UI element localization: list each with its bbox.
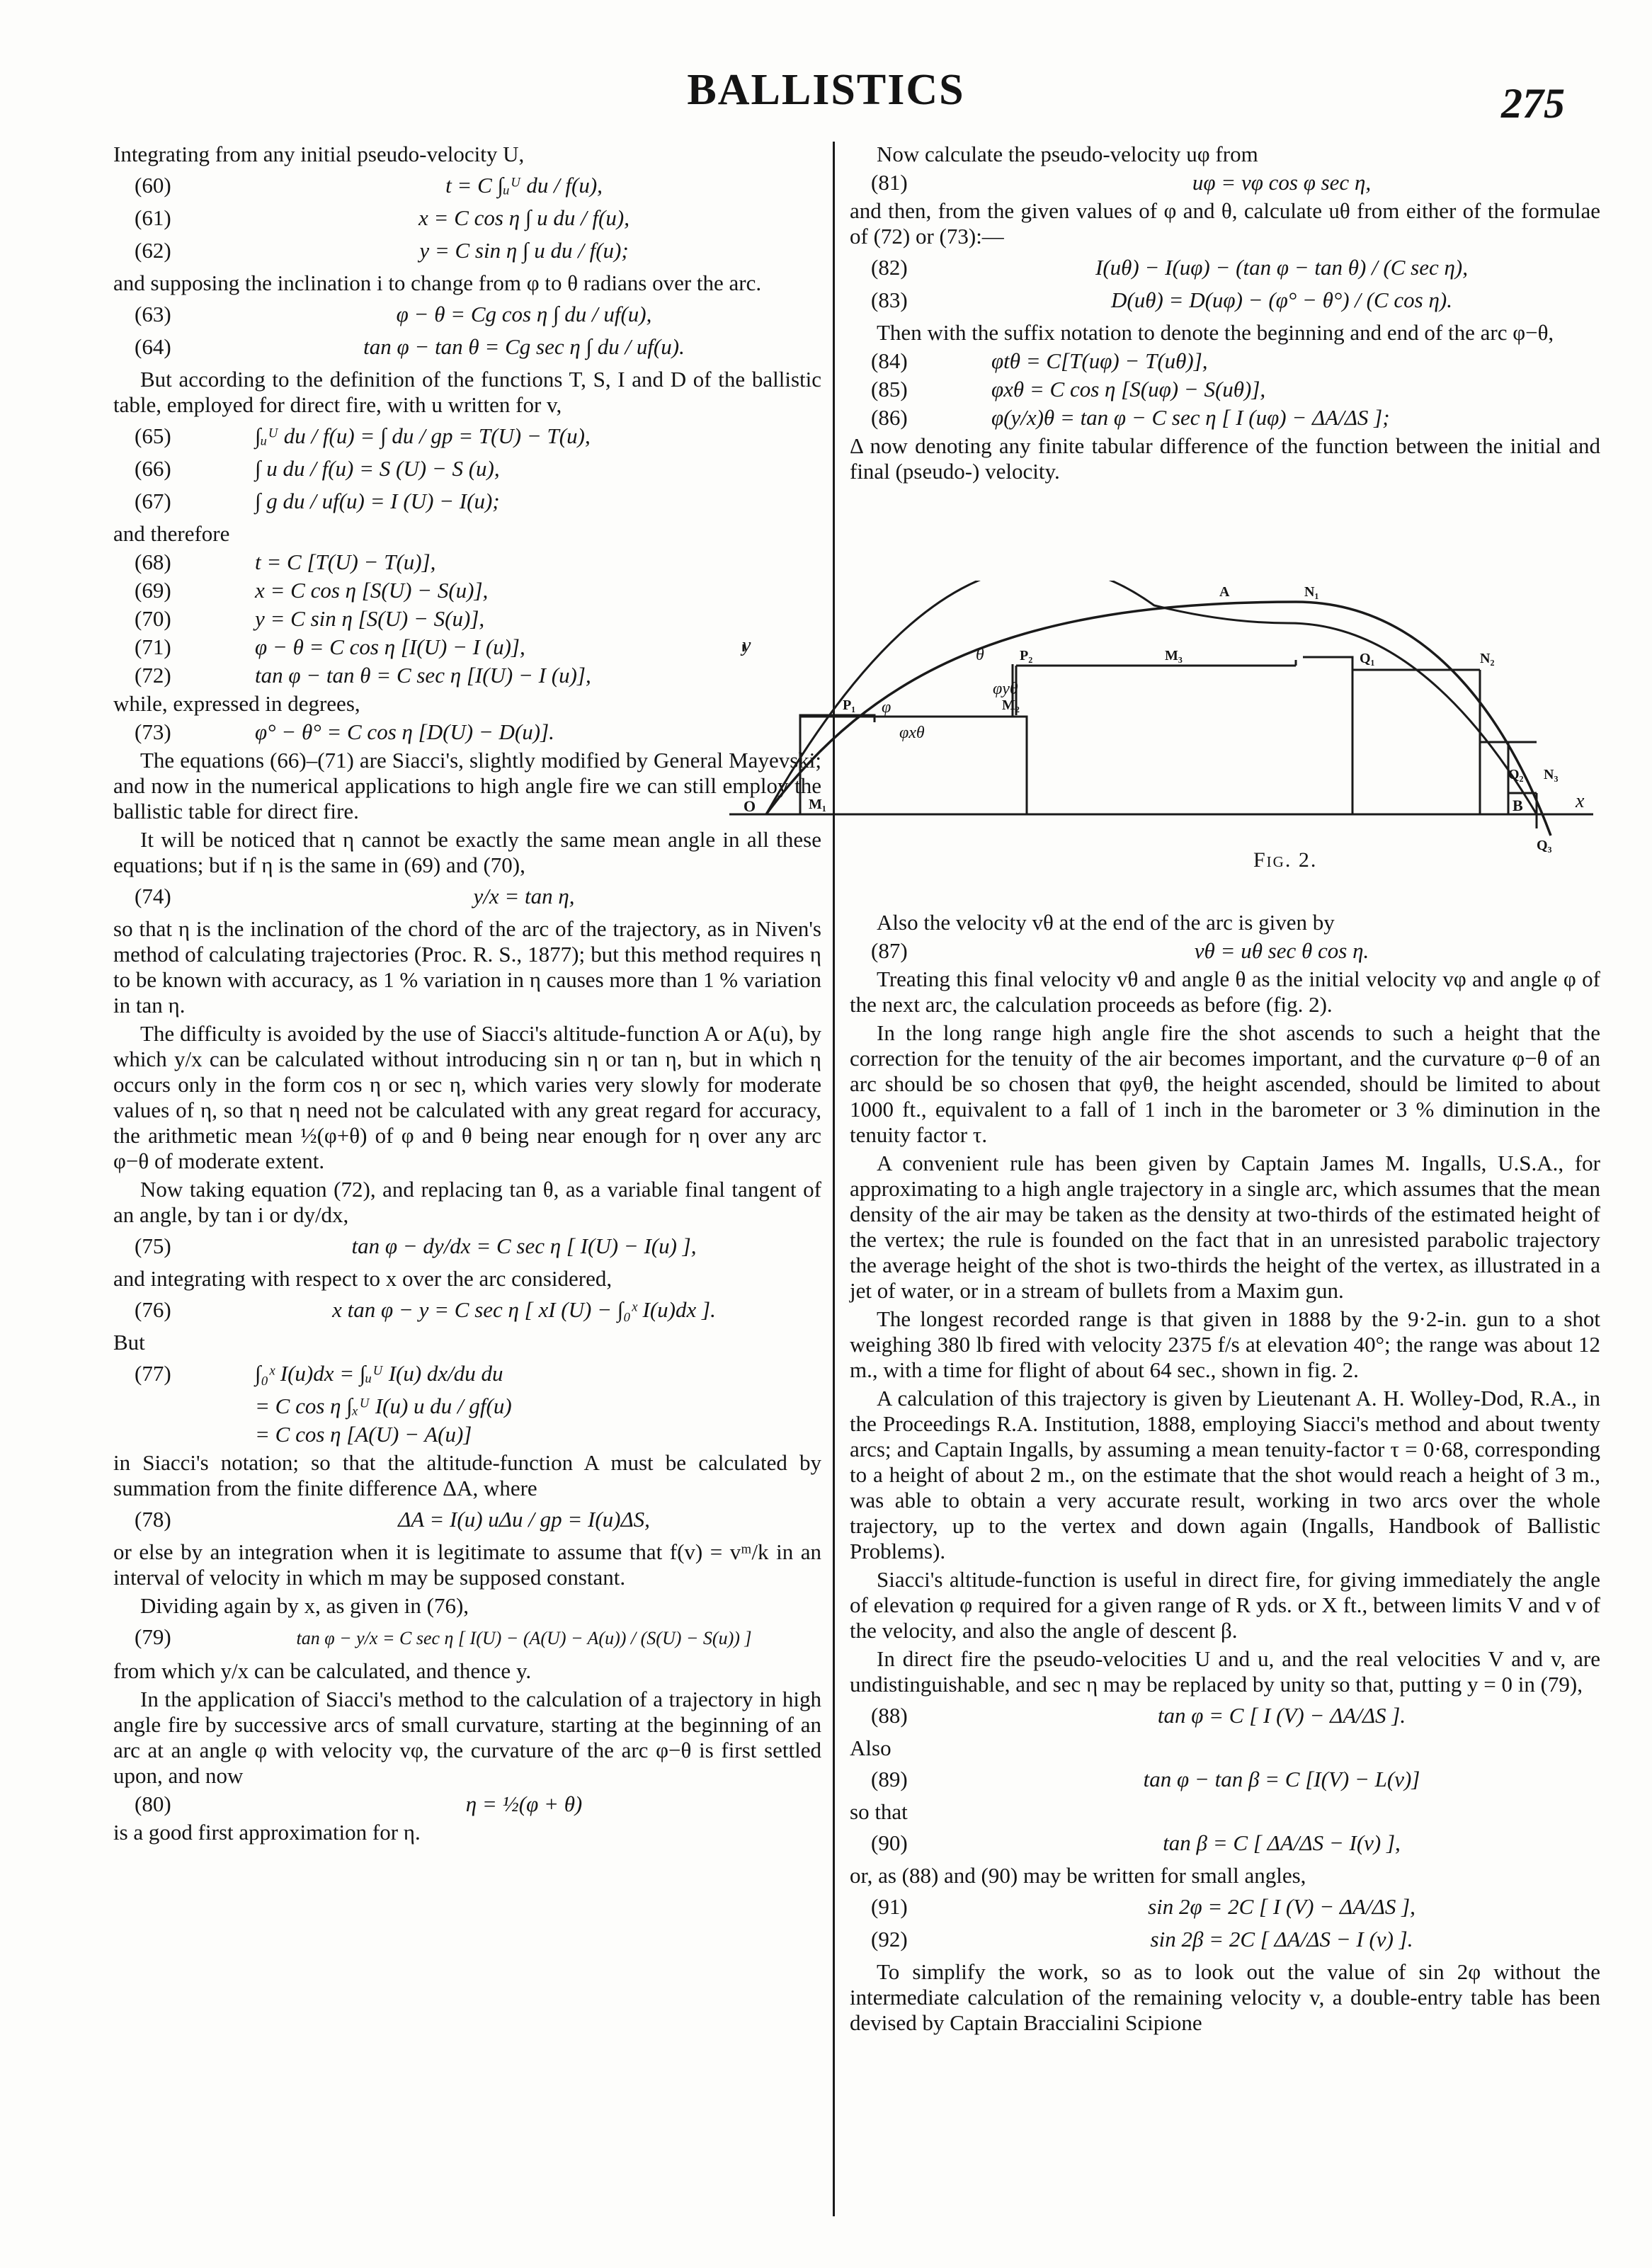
- paragraph: The equations (66)–(71) are Siacci's, slightly modified by General Mayevski; and now in the numerical applications to high angle fire we can still employ the ballistic table for direct fire.: [113, 748, 821, 824]
- paragraph: Now calculate the pseudo-velocity uφ from: [877, 142, 1258, 166]
- paragraph: so that η is the inclination of the chord of the arc of the trajectory, as in Niven's method of calculating trajectories (Proc. R. S., 1877); but this method requires η to be known with accuracy, as 1 % variation in η causes more than 1 % variation in tan η.: [113, 916, 821, 1018]
- equation-81: (81) uφ = vφ cos φ sec η,: [871, 170, 1372, 195]
- equation-72: (72) tan φ − tan θ = C sec η [I(U) − I (u)],: [135, 663, 591, 688]
- equation-90: (90) tan β = C [ ΔA/ΔS − I(v) ],: [871, 1830, 1401, 1855]
- step-n2: [1480, 670, 1537, 742]
- left-column: [113, 142, 821, 1848]
- equation-86: (86) φ(y/x)θ = tan φ − C sec η [ I (uφ) − ΔA/ΔS ];: [871, 405, 1390, 430]
- equation-67: (67) ∫ g du / uf(u) = I (U) − I(u);: [135, 489, 500, 513]
- paragraph: Siacci's altitude-function is useful in direct fire, for giving immediately the angle of elevation φ required for a given range of R yds. or X ft., between limits V and v of the velocity, and also the angle of descent β.: [850, 1567, 1600, 1643]
- paragraph: The difficulty is avoided by the use of Siacci's altitude-function A or A(u), by which y/x can be calculated without introducing sin η or tan η, but in which η occurs only in the form cos η or sec η, which varies very slowly for moderate values of η, so that η need not be calculated with any great regard for accuracy, the arithmetic mean ½(φ+θ) of φ and θ being near enough for η over any arc φ−θ of moderate extent.: [113, 1021, 821, 1173]
- paragraph: and supposing the inclination i to change from φ to θ radians over the arc.: [113, 270, 762, 295]
- label-B: B: [1513, 797, 1523, 814]
- column-rule: [833, 142, 835, 2216]
- paragraph: Then with the suffix notation to denote the beginning and end of the arc φ−θ,: [877, 320, 1554, 345]
- equation-61: (61) x = C cos η ∫ u du / f(u),: [135, 205, 630, 230]
- equation-89: (89) tan φ − tan β = C [I(V) − L(v)]: [871, 1767, 1420, 1791]
- right-column-lower: [850, 910, 1600, 2039]
- label-N3: N₃: [1544, 767, 1559, 782]
- page-number: 275: [1501, 80, 1565, 127]
- paragraph: in Siacci's notation; so that the altitude-function A must be calculated by summation from the finite difference ΔA, where: [113, 1450, 821, 1500]
- equation-77: (77) ∫₀ˣ I(u)dx = ∫ᵤᵁ I(u) dx/du du: [135, 1361, 503, 1386]
- equation-77-line-2: = C cos η ∫ₓᵁ I(u) u du / gf(u): [255, 1394, 512, 1418]
- label-phi-x-theta: φxθ: [899, 724, 925, 742]
- paragraph: The longest recorded range is that given in 1888 by the 9·2-in. gun to a shot weighing 380 lb fired with velocity 2375 f/s at elevation 40°; the range was about 12 m., with a time for flight of about 64 sec., shown in fig. 2.: [850, 1306, 1600, 1382]
- equation-60: (60) t = C ∫ᵤᵁ du / f(u),: [135, 173, 603, 198]
- equation-62: (62) y = C sin η ∫ u du / f(u);: [135, 238, 629, 263]
- label-P2: P₂: [1020, 648, 1033, 663]
- paragraph: or else by an integration when it is legitimate to assume that f(v) = vᵐ/k in an interval of velocity in which m may be supposed constant.: [113, 1539, 821, 1590]
- paragraph: from which y/x can be calculated, and thence y.: [113, 1658, 532, 1683]
- paragraph: Dividing again by x, as given in (76),: [140, 1593, 469, 1618]
- paragraph: and then, from the given values of φ and θ, calculate uθ from either of the formulae of (72) or (73):—: [850, 198, 1600, 249]
- equation-73: (73) φ° − θ° = C cos η [D(U) − D(u)].: [135, 719, 554, 744]
- paragraph: In the application of Siacci's method to the calculation of a trajectory in high angle fire by successive arcs of small curvature, starting at the beginning of an arc at an angle φ with velocity vφ, the curvature of the arc φ−θ is first settled upon, and now: [113, 1687, 821, 1788]
- paragraph: Integrating from any initial pseudo-velocity U,: [113, 142, 525, 166]
- equation-75: (75) tan φ − dy/dx = C sec η [ I(U) − I(u) ],: [135, 1233, 697, 1258]
- equation-88: (88) tan φ = C [ I (V) − ΔA/ΔS ].: [871, 1703, 1406, 1728]
- trajectory-figure: [729, 581, 1600, 878]
- paragraph: while, expressed in degrees,: [113, 691, 360, 716]
- equation-63: (63) φ − θ = Cg cos η ∫ du / uf(u),: [135, 302, 652, 326]
- equation-64: (64) tan φ − tan θ = Cg sec η ∫ du / uf(u).: [135, 334, 685, 359]
- equation-69: (69) x = C cos η [S(U) − S(u)],: [135, 578, 489, 603]
- equation-71: (71) φ − θ = C cos η [I(U) − I (u)],: [135, 634, 525, 659]
- trajectory-arc: [766, 602, 1551, 836]
- equation-70: (70) y = C sin η [S(U) − S(u)],: [135, 606, 485, 631]
- paragraph: Also: [850, 1736, 891, 1760]
- paragraph: Now taking equation (72), and replacing tan θ, as a variable final tangent of an angle, by tan i or dy/dx,: [113, 1177, 821, 1227]
- label-M3: M₃: [1165, 648, 1183, 663]
- paragraph: In direct fire the pseudo-velocities U and u, and the real velocities V and v, are undistinguishable, and sec η may be replaced by unity so that, putting y = 0 in (79),: [850, 1646, 1600, 1697]
- equation-78: (78) ΔA = I(u) uΔu / gp = I(u)ΔS,: [135, 1507, 650, 1532]
- running-title: BALLISTICS: [687, 66, 965, 114]
- right-column-upper: [850, 142, 1600, 487]
- label-P1: P₁: [843, 697, 856, 713]
- equation-83: (83) D(uθ) = D(uφ) − (φ° − θ°) / (C cos η).: [871, 287, 1452, 312]
- paragraph: Also the velocity vθ at the end of the arc is given by: [877, 910, 1335, 935]
- paragraph: A convenient rule has been given by Captain James M. Ingalls, U.S.A., for approximating to a high angle trajectory in a single arc, which assumes that the mean density of the air may be taken as the density at two-thirds of the estimated height of the vertex; the rule is founded on the fact that in an unresisted parabolic trajectory the average height of the shot is two-thirds the height of the vertex, as illustrated in a jet of water, or in a stream of bullets from a Maxim gun.: [850, 1151, 1600, 1303]
- paragraph: or, as (88) and (90) may be written for small angles,: [850, 1863, 1306, 1888]
- equation-68: (68) t = C [T(U) − T(u)],: [135, 549, 436, 574]
- paragraph: and integrating with respect to x over the arc considered,: [113, 1266, 613, 1291]
- label-theta: θ: [976, 646, 984, 664]
- trajectory-curve: [766, 581, 1537, 814]
- equation-77-line-3: = C cos η [A(U) − A(u)]: [255, 1422, 472, 1447]
- equation-76: (76) x tan φ − y = C sec η [ xI (U) − ∫₀ˣ I(u)dx ].: [135, 1297, 716, 1322]
- equation-84: (84) φtθ = C[T(uφ) − T(uθ)],: [871, 348, 1208, 373]
- step-n1-q1: [1303, 657, 1480, 670]
- label-x: x: [1576, 790, 1585, 812]
- label-N2: N₂: [1480, 651, 1495, 666]
- paragraph: In the long range high angle fire the shot ascends to such a height that the correction for the tenuity of the air becomes important, and the curvature φ−θ of an arc should be so chosen that φyθ, the height ascended, should be limited to about 1000 ft., equivalent to a fall of 1 inch in the barometer or 3 % diminution in the tenuity factor τ.: [850, 1020, 1600, 1147]
- paragraph: A calculation of this trajectory is given by Lieutenant A. H. Wolley-Dod, R.A., in the Proceedings R.A. Institution, 1888, employing Siacci's method and about twenty arcs; and Captain Ingalls, by assuming a mean tenuity-factor τ = 0·68, corresponding to a height of about 2 m., on the estimate that the shot would reach a height of 3 m., was able to obtain a very accurate result, working in two arcs over the whole trajectory, up to the vertex and down again (Ingalls, Handbook of Ballistic Problems).: [850, 1386, 1600, 1563]
- paragraph: Δ now denoting any finite tabular difference of the function between the initial and final (pseudo-) velocity.: [850, 433, 1600, 484]
- equation-82: (82) I(uθ) − I(uφ) − (tan φ − tan θ) / (C sec η),: [871, 255, 1468, 280]
- label-y: y: [742, 634, 751, 656]
- paragraph: Treating this final velocity vθ and angle θ as the initial velocity vφ and angle φ of the next arc, the calculation proceeds as before (fig. 2).: [850, 967, 1600, 1017]
- trajectory-diagram: [729, 581, 1600, 864]
- equation-92: (92) sin 2β = 2C [ ΔA/ΔS − I (v) ].: [871, 1927, 1413, 1951]
- paragraph: and therefore: [113, 521, 230, 546]
- label-phi-y-theta: φyθ: [993, 680, 1018, 698]
- label-Q3: Q₃: [1537, 838, 1552, 853]
- label-M1: M₁: [809, 797, 826, 812]
- label-phi: φ: [882, 698, 891, 717]
- label-M2: M₂: [1002, 697, 1020, 713]
- equation-80: (80) η = ½(φ + θ): [135, 1791, 583, 1816]
- label-Q1: Q₁: [1360, 651, 1375, 666]
- paragraph: But: [113, 1330, 145, 1355]
- paragraph: is a good first approximation for η.: [113, 1820, 421, 1845]
- equation-91: (91) sin 2φ = 2C [ I (V) − ΔA/ΔS ],: [871, 1894, 1415, 1919]
- paragraph: To simplify the work, so as to look out the value of sin 2φ without the intermediate calculation of the remaining velocity v, a double-entry table has been devised by Captain Braccialini Scipione: [850, 1959, 1600, 2035]
- paragraph: But according to the definition of the functions T, S, I and D of the ballistic table, employed for direct fire, with u written for v,: [113, 367, 821, 417]
- equation-87: (87) vθ = uθ sec θ cos η.: [871, 938, 1369, 963]
- paragraph: It will be noticed that η cannot be exactly the same mean angle in all these equations; but if η is the same in (69) and (70),: [113, 827, 821, 877]
- equation-74: (74) y/x = tan η,: [135, 884, 575, 908]
- equation-85: (85) φxθ = C cos η [S(uφ) − S(uθ)],: [871, 377, 1266, 401]
- equation-66: (66) ∫ u du / f(u) = S (U) − S (u),: [135, 456, 500, 481]
- figure-caption: Fig. 2.: [1253, 848, 1318, 872]
- label-Q2: Q₂: [1508, 767, 1524, 782]
- paragraph: so that: [850, 1799, 908, 1824]
- label-O: O: [744, 797, 756, 815]
- label-A: A: [1219, 584, 1230, 600]
- equation-65: (65) ∫ᵤᵁ du / f(u) = ∫ du / gp = T(U) − T(u),: [135, 423, 591, 448]
- equation-79: (79) tan φ − y/x = C sec η [ I(U) − (A(U) − A(u)) / (S(U) − S(u)) ]: [135, 1624, 752, 1649]
- label-N1: N₁: [1304, 584, 1319, 600]
